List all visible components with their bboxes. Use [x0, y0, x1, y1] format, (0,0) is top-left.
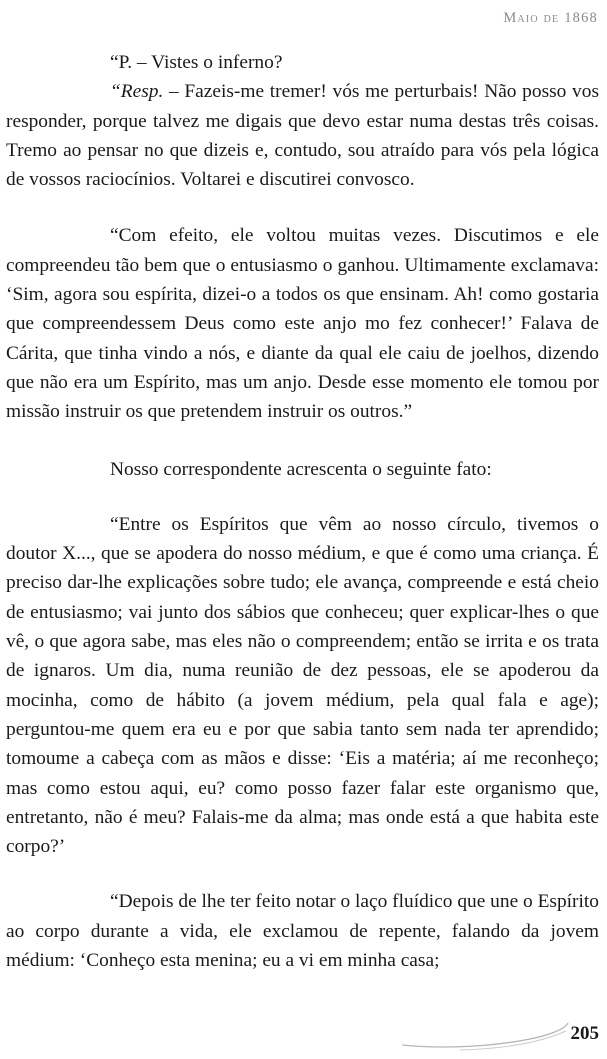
- paragraph-response: [6, 77, 599, 194]
- running-head: Maio de 1868: [503, 10, 598, 26]
- paragraph-doctor-x: “Entre os Espíritos que vêm ao nosso círculo, tivemos o doutor X..., que se apodera do nosso médium, e que é como uma criança. É preciso dar-lhe explicações sobre tudo; ele avança, compreende e está cheio de entusiasmo; vai junto dos sábios que conheceu; quer explicar-lhes o que vê, o que agora sabe, mas eles não o compreendem; então se irrita e os trata de ignaros. Um dia, numa reunião de dez pessoas, ele se apoderou da mocinha, como de hábito (a jovem médium, pela qual fala e age); perguntou-me quem era eu e por que sabia tanto sem nada ter aprendido; tomoume a cabeça com as mãos e disse: ‘Eis a matéria; aí me reconheço; mas como estou aqui, eu? como posso fazer falar este organismo que, entretanto, não é meu? Falais-me da alma; mas onde está a que habita este corpo?’: [6, 513, 599, 858]
- paragraph-fluidic-link: “Depois de lhe ter feito notar o laço fluídico que une o Espírito ao corpo durante a vida, ele exclamou de repente, falando da jovem médium: ‘Conheço esta menina; eu a vi em minha casa;: [6, 891, 599, 972]
- paragraph-correspondent: Nosso correspondente acrescenta o seguinte fato:: [110, 458, 492, 480]
- response-label: “Resp.: [110, 81, 164, 103]
- paragraph-question: “P. – Vistes o inferno?: [110, 52, 283, 73]
- page-text: [6, 48, 599, 975]
- response-text: – Fazeis-me tremer! vós me perturbais! Não posso vos responder, porque talvez me digais que devo estar numa destas três coisas. Tremo ao pensar no que dizeis e, contudo, sou atraído para vós pela lógica de vossos raciocínios. Voltarei e discutirei convosco.: [6, 81, 599, 191]
- paragraph-discussion: “Com efeito, ele voltou muitas vezes. Discutimos e ele compreendeu tão bem que o entusiasmo o ganhou. Ultimamente exclamava: ‘Sim, agora sou espírita, dizei-o a todos os que ensinam. Ah! como gostaria que compreendessem Deus como este anjo mo fez conhecer!’ Falava de Cárita, que tinha vindo a nós, e diante da qual ele caiu de joelhos, dizendo que não era um Espírito, mas um anjo. Desde esse momento ele tomou por missão instruir os que pretendem instruir os outros.”: [6, 225, 599, 423]
- footer-flourish-ornament: [400, 1019, 570, 1053]
- page-number: 205: [570, 1023, 599, 1044]
